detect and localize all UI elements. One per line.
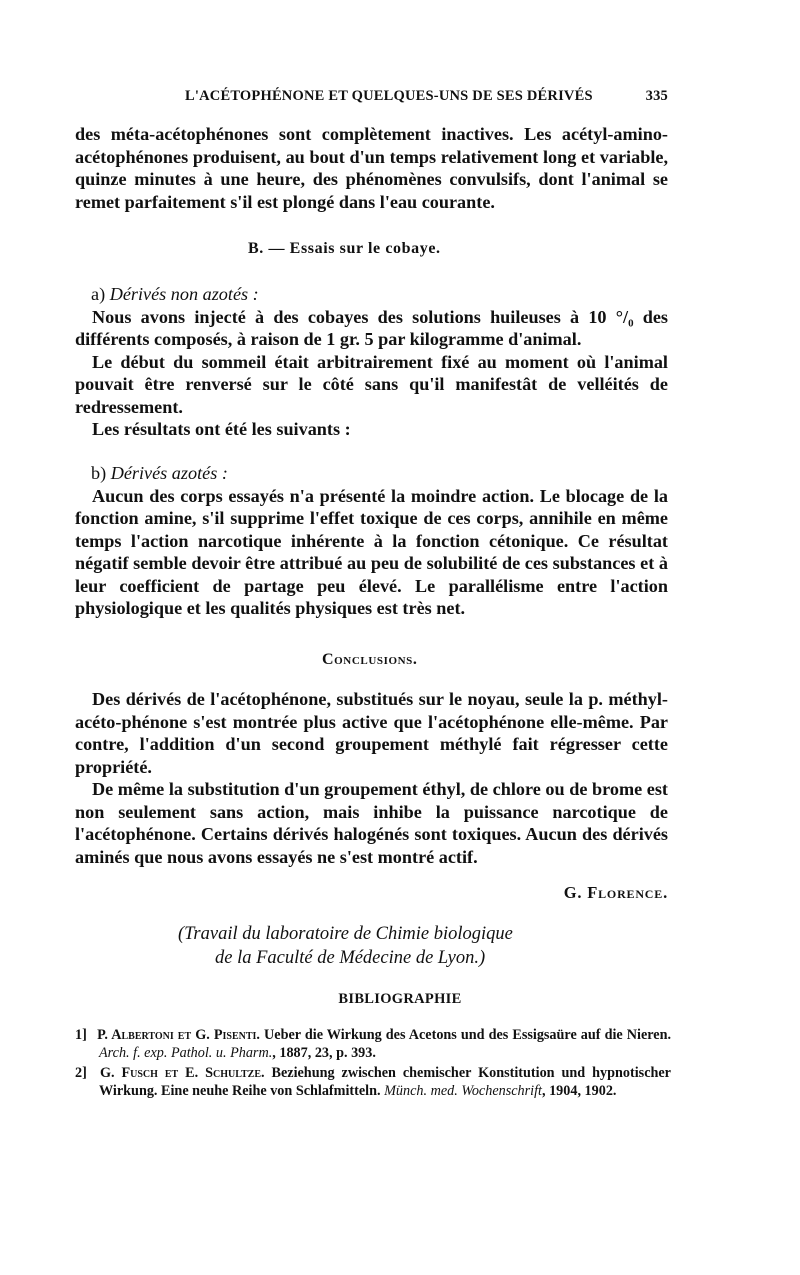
- conclusions-block: [75, 688, 668, 868]
- reference-item: [75, 1064, 671, 1100]
- sub-b-paragraph: Aucun des corps essayés n'a présenté la moindre action. Le blocage de la fonction amine, s'il supprime l'effet toxique de ces corps, annihile en même temps l'action narcotique inhérente à la fonction cétonique. Ce résultat négatif semble devoir être attribué au peu de solubilité de ces substances et à leur coefficient de partage peu élevé. Le parallélisme entre l'action physiologique et les qualités physiques est très net.: [75, 485, 668, 618]
- section-b-heading-text: B. — Essais sur le cobaye.: [248, 240, 441, 257]
- conclusions-paragraph-2: De même la substitution d'un groupement éthyl, de chlore ou de brome est non seulement sans action, mais inhibe la puissance narcotique de l'acétophénone. Certains dérivés halogénés sont toxiques. Aucun des dérivés aminés que nous avons essayés ne s'est montré actif.: [75, 779, 668, 867]
- conclusions-paragraph-1: Des dérivés de l'acétophénone, substitués sur le noyau, seule la p. méthyl-acéto-phénone s'est montrée plus active que l'acétophénone elle-même. Par contre, l'addition d'un second groupement méthylé fait régresser cette propriété.: [75, 689, 668, 777]
- sub-b-heading: [75, 462, 668, 485]
- reference-details: , 1904, 1902.: [541, 1083, 617, 1099]
- intro-paragraph: des méta-acétophénones sont complètement inactives. Les acétyl-amino-acétophénones produisent, au bout d'un temps relativement long et variable, quinze minutes à une heure, des phénomènes convulsifs, dont l'animal se remet parfaitement s'il est plongé dans l'eau courante.: [75, 124, 668, 212]
- sub-a-paragraph-3: Les résultats ont été les suivants :: [92, 419, 351, 439]
- conclusions-heading-text: Conclusions.: [322, 651, 418, 668]
- sub-b-title: Dérivés azotés :: [110, 463, 228, 483]
- bibliography-title: BIBLIOGRAPHIE: [338, 991, 462, 1007]
- section-b-a-block: [75, 283, 668, 441]
- sub-a-title: Dérivés non azotés :: [109, 284, 259, 304]
- origin-line-2: de la Faculté de Médecine de Lyon.): [215, 948, 486, 968]
- reference-authors: P. Albertoni et G. Pisenti.: [97, 1027, 260, 1043]
- page-number: 335: [645, 88, 668, 104]
- section-b-heading: [248, 240, 441, 258]
- sub-a-heading: [75, 283, 668, 306]
- sub-a-letter: a): [91, 284, 106, 304]
- running-head-title: L'ACÉTOPHÉNONE ET QUELQUES-UNS DE SES DÉRIVÉS: [185, 88, 593, 104]
- reference-item: [75, 1026, 671, 1062]
- reference-details: , 1887, 23, p. 393.: [272, 1045, 376, 1061]
- intro-block: [75, 123, 668, 213]
- bibliography-list: [75, 1026, 671, 1102]
- conclusions-heading: [322, 651, 418, 669]
- author-signature: G. Florence.: [563, 883, 668, 902]
- sub-b-letter: b): [91, 463, 107, 483]
- section-b-b-block: [75, 462, 668, 620]
- reference-number: 1]: [75, 1027, 87, 1043]
- reference-journal: Arch. f. exp. Pathol. u. Pharm.: [99, 1045, 273, 1061]
- reference-title: Ueber die Wirkung des Acetons und des Essigsaüre auf die Nieren.: [264, 1027, 672, 1043]
- reference-number: 2]: [75, 1065, 87, 1081]
- origin-line-1: (Travail du laboratoire de Chimie biologique: [178, 924, 513, 944]
- reference-authors: G. Fusch et E. Schultze.: [99, 1065, 265, 1081]
- sub-a-paragraph-1: Nous avons injecté à des cobayes des solutions huileuses à 10 °/₀ des différents composés, à raison de 1 gr. 5 par kilogramme d'animal.: [75, 306, 668, 349]
- reference-title: Beziehung zwischen chemischer Konstitution und hypnotischer Wirkung. Eine neuhe Reihe von Schlafmitteln.: [99, 1065, 671, 1099]
- sub-a-paragraph-2: Le début du sommeil était arbitrairement fixé au moment où l'animal pouvait être renversé sur le côté sans qu'il manifestât de velléités de redressement.: [75, 351, 668, 417]
- reference-journal: Münch. med. Wochenschrift: [384, 1083, 542, 1099]
